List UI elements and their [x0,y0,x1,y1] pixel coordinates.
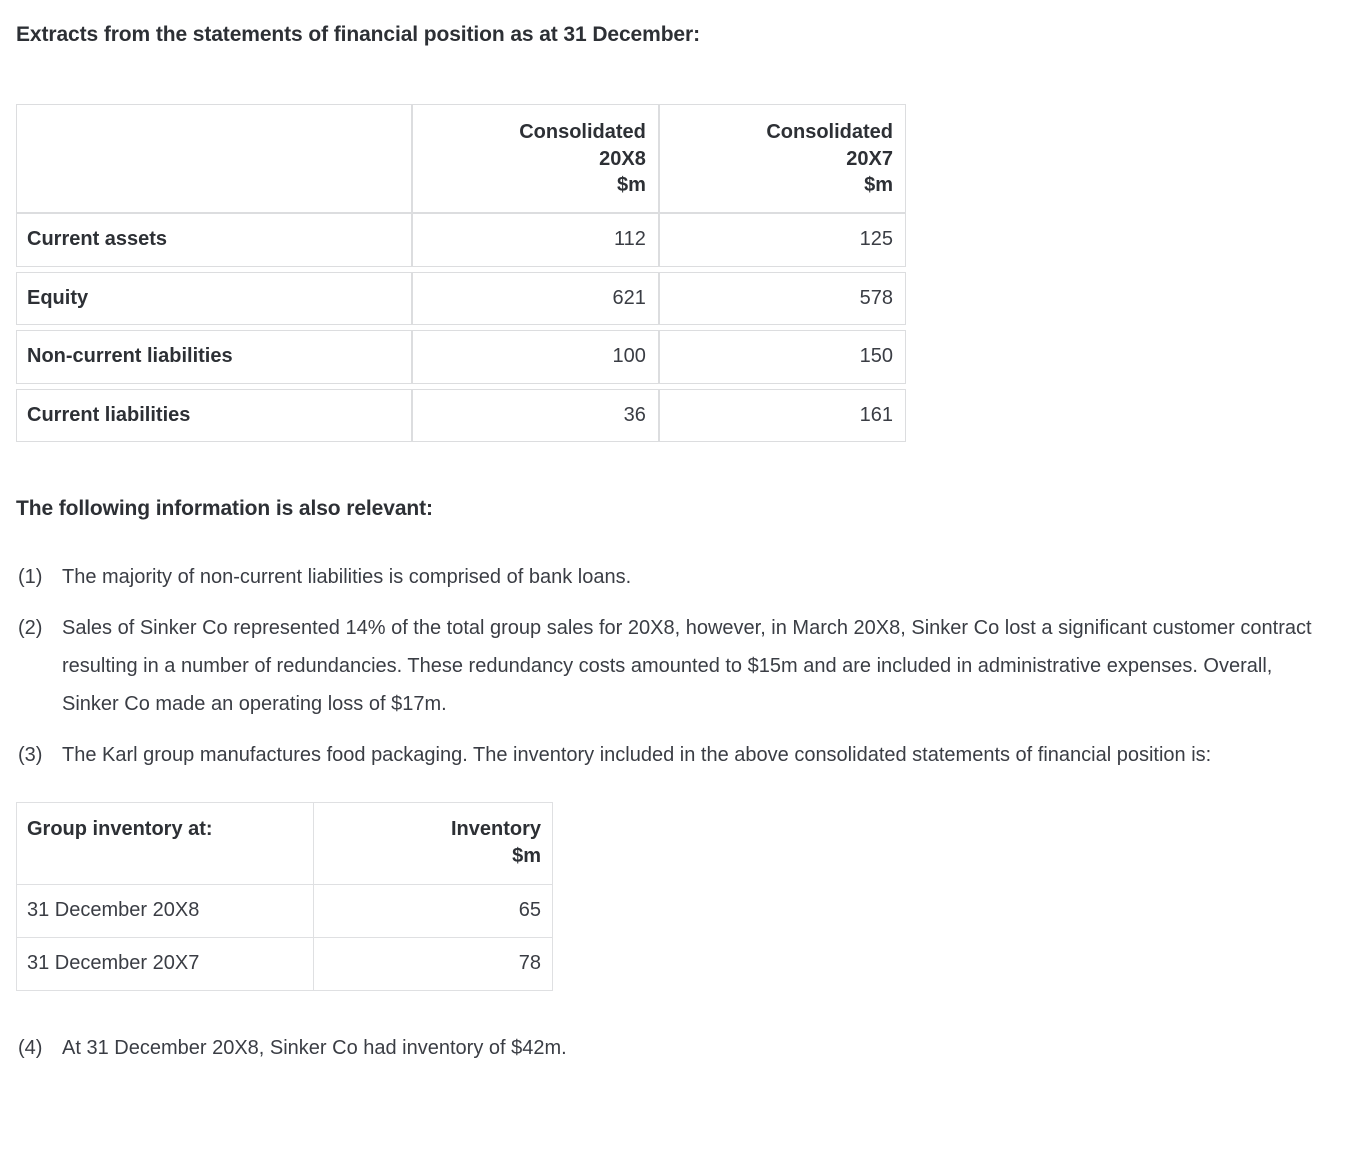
table-row [16,272,906,325]
row-label: Equity [16,272,412,325]
header-cell-20x7 [659,104,906,213]
inventory-row-label: 31 December 20X7 [17,938,314,991]
table-row [17,938,553,991]
header-20x7-line1: Consolidated [766,121,893,144]
row-value-20x7: 161 [659,389,906,442]
notes-list [0,558,1370,774]
inventory-header-value [314,803,553,885]
list-marker: (1) [18,566,43,589]
row-value-20x7: 578 [659,272,906,325]
page-title: Extracts from the statements of financial position as at 31 December: [16,23,700,46]
list-item [0,558,1312,596]
header-20x7-line2: 20X7 [846,147,893,170]
table-row [16,330,906,383]
list-marker: (4) [18,1037,43,1060]
list-marker: (3) [18,743,43,766]
header-20x8-line3: $m [616,174,646,197]
row-value-20x7: 150 [659,330,906,383]
table-header-row [16,104,906,213]
list-item [0,1029,1312,1067]
row-label: Current assets [16,213,412,266]
list-item [0,736,1312,774]
header-20x8-line2: 20X8 [599,147,646,170]
list-item-text: The majority of non-current liabilities is comprised of bank loans. [62,566,632,589]
table-row [16,389,906,442]
row-label: Current liabilities [16,389,412,442]
inventory-row-value: 78 [314,938,553,991]
list-item-text: Sales of Sinker Co represented 14% of the total group sales for 20X8, however, in March 20X8, Sinker Co lost a significant customer contract resulting in a number of redundancies. These redundancy costs amounted to $15m and are included in administrative expenses. Overall, Sinker Co made an operating loss of $17m. [62,616,1312,716]
inventory-row-label: 31 December 20X8 [17,885,314,938]
inventory-header-line1: Inventory [450,818,541,841]
row-value-20x7: 125 [659,213,906,266]
header-20x7-line3: $m [864,174,893,197]
table-row [16,213,906,266]
statements-of-financial-position-table [16,104,906,442]
row-value-20x8: 621 [412,272,659,325]
header-cell-20x8 [412,104,659,213]
list-item [0,609,1312,724]
table-header-row [17,803,553,885]
row-label: Non-current liabilities [16,330,412,383]
section-heading-relevant-information: The following information is also relevant: [16,496,433,520]
list-marker: (2) [18,616,43,639]
row-value-20x8: 112 [412,213,659,266]
list-item-text: At 31 December 20X8, Sinker Co had inventory of $42m. [62,1037,567,1060]
list-item-text: The Karl group manufactures food packaging. The inventory included in the above consolidated statements of financial position is: [62,743,1212,766]
inventory-header-label: Group inventory at: [17,803,314,885]
row-value-20x8: 36 [412,389,659,442]
header-blank-cell [16,104,412,213]
row-value-20x8: 100 [412,330,659,383]
header-20x8-line1: Consolidated [519,121,646,144]
group-inventory-table [16,802,553,991]
table-row [17,885,553,938]
inventory-row-value: 65 [314,885,553,938]
inventory-header-line2: $m [512,845,541,868]
